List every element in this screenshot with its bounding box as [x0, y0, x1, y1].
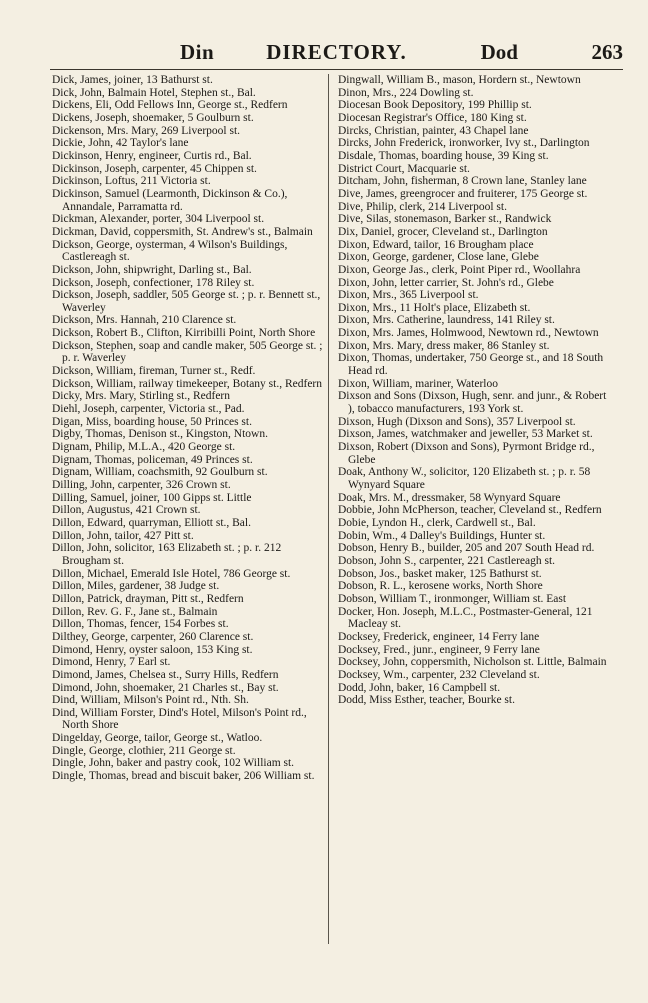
directory-entry: Dillon, Rev. G. F., Jane st., Balmain — [52, 605, 218, 618]
directory-entry: Dinon, Mrs., 224 Dowling st. — [338, 86, 474, 99]
directory-entry: Dilthey, George, carpenter, 260 Clarence st. — [52, 630, 254, 643]
directory-entry: Dickens, Eli, Odd Fellows Inn, George st., Redfern — [52, 99, 288, 112]
directory-entry: Dick, John, Balmain Hotel, Stephen st., Bal. — [52, 86, 256, 99]
directory-entry: Dillon, Patrick, drayman, Pitt st., Redfern — [52, 592, 244, 605]
directory-entry: Doak, Anthony W., solicitor, 120 Elizabeth st. ; p. r. 58 Wynyard Square — [338, 466, 591, 491]
directory-entry: Dixon, George Jas., clerk, Point Piper rd., Woollahra — [338, 263, 581, 276]
header-rule — [50, 69, 623, 70]
directory-entry: Dickson, William, railway timekeeper, Botany st., Redfern — [52, 377, 323, 390]
right-column — [338, 74, 610, 707]
directory-entry: District Court, Macquarie st. — [338, 162, 470, 175]
directory-entry: Dobson, Henry B., builder, 205 and 207 South Head rd. — [338, 542, 595, 555]
directory-entry: Docksey, Wm., carpenter, 232 Cleveland st. — [338, 668, 540, 681]
directory-entry: Dingle, John, baker and pastry cook, 102 William st. — [52, 757, 295, 770]
directory-entry: Docksey, Fred., junr., engineer, 9 Ferry lane — [338, 643, 540, 656]
directory-entry: Dixon, Thomas, undertaker, 750 George st., and 18 South Head rd. — [338, 352, 604, 378]
directory-entry: Dickson, Mrs. Hannah, 210 Clarence st. — [52, 314, 237, 327]
directory-entry: Dickson, William, fireman, Turner st., Redf. — [52, 365, 256, 378]
directory-entry: Dillon, Augustus, 421 Crown st. — [52, 504, 201, 517]
directory-entry: Dickens, Joseph, shoemaker, 5 Goulburn st. — [52, 111, 254, 124]
directory-entry: Dillon, Miles, gardener, 38 Judge st. — [52, 580, 220, 593]
directory-entry: Dimond, John, shoemaker, 21 Charles st., Bay st. — [52, 681, 279, 694]
directory-entry: Dimond, Henry, oyster saloon, 153 King st. — [52, 643, 253, 656]
directory-entry: Docksey, Frederick, engineer, 14 Ferry lane — [338, 630, 540, 643]
header-left-guide-word: Din — [180, 40, 215, 64]
page-number: 263 — [591, 40, 623, 64]
directory-entry: Dix, Daniel, grocer, Cleveland st., Darlington — [338, 225, 548, 238]
directory-entry: Docksey, John, coppersmith, Nicholson st. Little, Balmain — [338, 656, 607, 669]
directory-entry: Dickenson, Mrs. Mary, 269 Liverpool st. — [52, 124, 241, 137]
directory-entry: Dingle, George, clothier, 211 George st. — [52, 744, 236, 757]
directory-entry: Diocesan Registrar's Office, 180 King st. — [338, 111, 527, 124]
directory-entry: Dick, James, joiner, 13 Bathurst st. — [52, 74, 213, 86]
directory-entry: Docker, Hon. Joseph, M.L.C., Postmaster-General, 121 Macleay st. — [338, 605, 593, 631]
directory-entry: Dind, William Forster, Dind's Hotel, Milson's Point rd., North Shore — [52, 706, 307, 732]
directory-entry: Dicky, Mrs. Mary, Stirling st., Redfern — [52, 390, 231, 403]
directory-entry: Dircks, Christian, painter, 43 Chapel lane — [338, 124, 529, 137]
directory-entry: Dickson, Stephen, soap and candle maker, 505 George st. ; p. r. Waverley — [52, 339, 323, 365]
directory-entry: Dodd, Miss Esther, teacher, Bourke st. — [338, 694, 515, 707]
directory-entry: Dixon, Mrs. Catherine, laundress, 141 Riley st. — [338, 314, 555, 327]
directory-entry: Dingelday, George, tailor, George st., Watloo. — [52, 732, 263, 745]
directory-entry: Dixon, Mrs., 11 Holt's place, Elizabeth st. — [338, 301, 531, 314]
directory-entry: Dickson, Robert B., Clifton, Kirribilli Point, North Shore — [52, 327, 316, 340]
directory-entry: Digan, Miss, boarding house, 50 Princes st. — [52, 415, 252, 428]
directory-entry: Dillon, John, solicitor, 163 Elizabeth st. ; p. r. 212 Brougham st. — [52, 542, 282, 567]
directory-entry: Dircks, John Frederick, ironworker, Ivy st., Darlington — [338, 137, 590, 150]
directory-entry: Dickson, Joseph, confectioner, 178 Riley st. — [52, 276, 255, 289]
directory-entry: Dimond, Henry, 7 Earl st. — [52, 656, 171, 669]
directory-entry: Dickman, Alexander, porter, 304 Liverpool st. — [52, 213, 265, 226]
directory-entry: Dobson, Jos., basket maker, 125 Bathurst st. — [338, 567, 542, 580]
directory-entry: Dobin, Wm., 4 Dalley's Buildings, Hunter st. — [338, 529, 546, 542]
header-right-guide-word: Dod — [480, 40, 518, 64]
directory-entry: Dobson, John S., carpenter, 221 Castlereagh st. — [338, 554, 556, 567]
page-header — [50, 40, 623, 68]
directory-entry: Dickinson, Samuel (Learmonth, Dickinson & Co.), Annandale, Parramatta rd. — [52, 187, 288, 213]
directory-entry: Dixon, Mrs. James, Holmwood, Newtown rd., Newtown — [338, 327, 599, 340]
directory-entry: Dixon, John, letter carrier, St. John's rd., Glebe — [338, 276, 554, 289]
directory-entry: Dilling, Samuel, joiner, 100 Gipps st. Little — [52, 491, 252, 504]
directory-entry: Dixon, William, mariner, Waterloo — [338, 377, 498, 390]
directory-entry: Dillon, Michael, Emerald Isle Hotel, 786 George st. — [52, 567, 291, 580]
directory-entry: Dillon, John, tailor, 427 Pitt st. — [52, 529, 194, 542]
directory-entry: Dillon, Edward, quarryman, Elliott st., Bal. — [52, 516, 251, 529]
directory-entry: Dobson, R. L., kerosene works, North Shore — [338, 580, 543, 593]
directory-entry: Dignam, Thomas, policeman, 49 Princes st. — [52, 453, 253, 466]
header-title: DIRECTORY. — [266, 40, 407, 64]
directory-entry: Dickson, John, shipwright, Darling st., Bal. — [52, 263, 252, 276]
directory-entry: Dimond, James, Chelsea st., Surry Hills, Redfern — [52, 668, 279, 681]
directory-entry: Dive, Philip, clerk, 214 Liverpool st. — [338, 200, 507, 213]
directory-entry: Dixon, Mrs., 365 Liverpool st. — [338, 289, 479, 302]
directory-entry: Dixson, Hugh (Dixson and Sons), 357 Liverpool st. — [338, 415, 576, 428]
directory-entry: Dobbie, John McPherson, teacher, Cleveland st., Redfern — [338, 504, 602, 517]
directory-entry: Dobie, Lyndon H., clerk, Cardwell st., Bal. — [338, 516, 536, 529]
directory-entry: Dixson, Robert (Dixson and Sons), Pyrmont Bridge rd., Glebe — [338, 441, 595, 466]
directory-entry: Dive, Silas, stonemason, Barker st., Randwick — [338, 213, 552, 226]
directory-entry: Dilling, John, carpenter, 326 Crown st. — [52, 479, 231, 491]
directory-entry: Dixon, George, gardener, Close lane, Glebe — [338, 251, 539, 264]
directory-entry: Ditcham, John, fisherman, 8 Crown lane, Stanley lane — [338, 175, 587, 188]
directory-entry: Disdale, Thomas, boarding house, 39 King st. — [338, 149, 549, 162]
directory-entry: Dickson, Joseph, saddler, 505 George st. ; p. r. Bennett st., Waverley — [52, 289, 321, 314]
directory-entry: Dickinson, Henry, engineer, Curtis rd., Bal. — [52, 149, 252, 162]
directory-entry: Dickie, John, 42 Taylor's lane — [52, 137, 189, 150]
directory-entry: Doak, Mrs. M., dressmaker, 58 Wynyard Square — [338, 491, 561, 504]
directory-entry: Digby, Thomas, Denison st., Kingston, Ntown. — [52, 428, 268, 441]
directory-entry: Dingle, Thomas, bread and biscuit baker, 206 William st. — [52, 770, 315, 783]
directory-entry: Dind, William, Milson's Point rd., Nth. Sh. — [52, 694, 249, 707]
directory-entry: Dive, James, greengrocer and fruiterer, 175 George st. — [338, 187, 588, 200]
directory-entry: Dodd, John, baker, 16 Campbell st. — [338, 681, 501, 694]
directory-entry: Dickinson, Loftus, 211 Victoria st. — [52, 175, 211, 188]
directory-entry: Dixson and Sons (Dixson, Hugh, senr. and junr., & Robert ), tobacco manufacturers, 193 York st. — [338, 390, 607, 416]
directory-entry: Diocesan Book Depository, 199 Phillip st. — [338, 99, 532, 112]
directory-entry: Dickson, George, oysterman, 4 Wilson's Buildings, Castlereagh st. — [52, 238, 288, 264]
directory-entry: Dixon, Edward, tailor, 16 Brougham place — [338, 238, 534, 251]
directory-entry: Dobson, William T., ironmonger, William st. East — [338, 592, 567, 605]
column-divider — [328, 74, 329, 944]
directory-entry: Dixon, Mrs. Mary, dress maker, 86 Stanley st. — [338, 339, 550, 352]
directory-entry: Dignam, Philip, M.L.A., 420 George st. — [52, 441, 236, 454]
left-column — [52, 74, 324, 783]
directory-entry: Dixson, James, watchmaker and jeweller, 53 Market st. — [338, 428, 593, 441]
directory-entry: Diehl, Joseph, carpenter, Victoria st., Pad. — [52, 403, 245, 416]
directory-entry: Dickman, David, coppersmith, St. Andrew's st., Balmain — [52, 225, 313, 238]
directory-entry: Dillon, Thomas, fencer, 154 Forbes st. — [52, 618, 229, 631]
directory-entry: Dickinson, Joseph, carpenter, 45 Chippen st. — [52, 162, 257, 175]
directory-entry: Dignam, William, coachsmith, 92 Goulburn st. — [52, 466, 268, 479]
directory-entry: Dingwall, William B., mason, Hordern st., Newtown — [338, 74, 581, 86]
